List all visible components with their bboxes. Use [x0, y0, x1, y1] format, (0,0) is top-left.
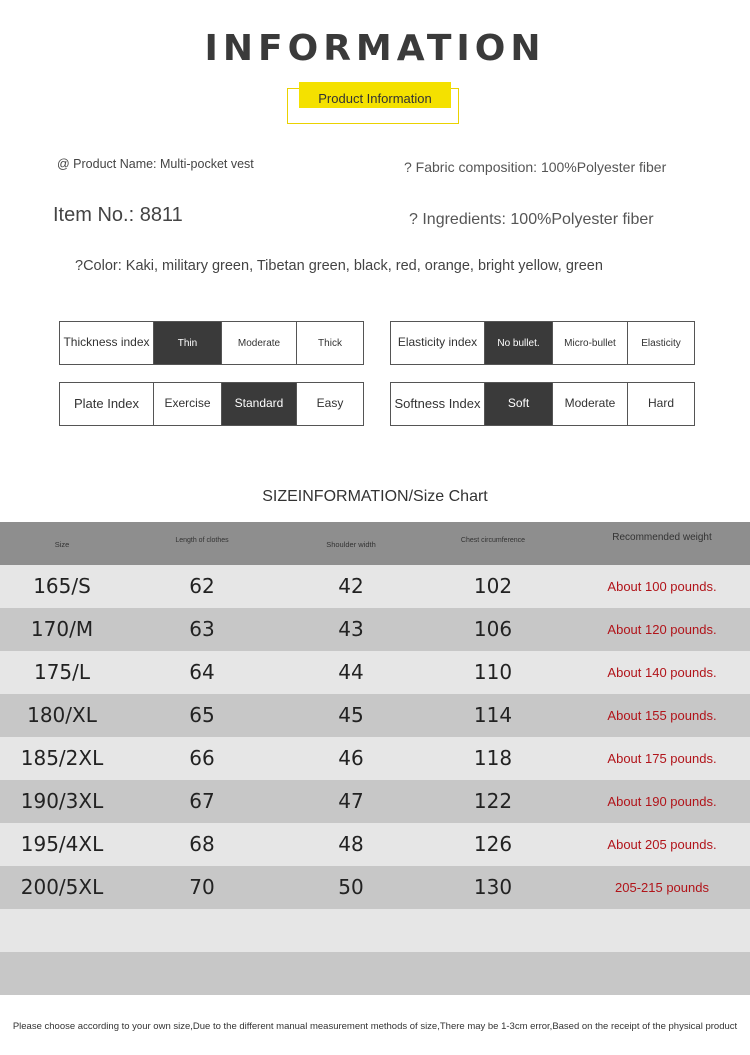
cell-weight: About 120 pounds.: [607, 622, 717, 637]
cell-chest: 106: [473, 617, 513, 641]
page-title: INFORMATION: [204, 28, 546, 69]
cell-chest: 102: [473, 574, 513, 598]
cell-length: 68: [189, 832, 215, 856]
cell-size: 200/5XL: [20, 875, 104, 899]
column-header-length: Length of clothes: [175, 537, 229, 544]
elasticity-option-micro-bullet: Micro-bullet: [553, 322, 628, 364]
cell-weight: About 155 pounds.: [607, 708, 717, 723]
table-row: [0, 608, 750, 651]
thickness-index: [59, 321, 364, 365]
thickness-index-label: Thickness index: [60, 322, 154, 364]
cell-shoulder: 44: [338, 660, 364, 684]
thickness-option-thin: Thin: [154, 322, 222, 364]
softness-option-soft: Soft: [485, 383, 553, 425]
softness-option-hard: Hard: [647, 396, 674, 411]
table-row: [0, 651, 750, 694]
cell-chest: 126: [473, 832, 513, 856]
cell-weight: About 175 pounds.: [607, 751, 717, 766]
cell-length: 70: [189, 875, 215, 899]
product-information-badge: Product Information: [299, 82, 451, 108]
plate-option-easy: Easy: [316, 396, 344, 411]
cell-weight: About 190 pounds.: [607, 794, 717, 809]
ingredients: ? Ingredients: 100%Polyester fiber: [409, 211, 654, 228]
table-row: [0, 737, 750, 780]
table-row: [0, 565, 750, 608]
fabric-composition: ? Fabric composition: 100%Polyester fiber: [404, 159, 667, 175]
thickness-option-moderate: Moderate: [222, 322, 297, 364]
cell-chest: 110: [473, 660, 513, 684]
cell-size: 185/2XL: [20, 746, 104, 770]
cell-chest: 130: [473, 875, 513, 899]
column-header-chest: Chest circumference: [460, 537, 526, 544]
footnote: Please choose according to your own size,Due to the different manual measurement methods of size,There may be 1-3cm error,Based on the receipt of the physical product: [12, 1021, 738, 1032]
cell-size: 175/L: [33, 660, 91, 684]
elasticity-option-no-bullet: No bullet.: [485, 322, 553, 364]
cell-size: 180/XL: [27, 703, 97, 727]
cell-weight: About 140 pounds.: [607, 665, 717, 680]
table-row: [0, 780, 750, 823]
cell-weight: About 205 pounds.: [607, 837, 717, 852]
cell-shoulder: 46: [338, 746, 364, 770]
elasticity-index-label: Elasticity index: [391, 322, 485, 364]
cell-size: 165/S: [33, 574, 91, 598]
cell-shoulder: 45: [338, 703, 364, 727]
column-header-weight: Recommended weight: [612, 532, 712, 543]
empty-row: [0, 909, 750, 952]
table-row: [0, 866, 750, 909]
softness-option-moderate: Moderate: [553, 383, 628, 425]
size-chart-heading: SIZEINFORMATION/Size Chart: [262, 488, 488, 505]
softness-index: [390, 382, 695, 426]
cell-shoulder: 48: [338, 832, 364, 856]
cell-length: 65: [189, 703, 215, 727]
elasticity-index: [390, 321, 695, 365]
plate-option-standard: Standard: [222, 383, 297, 425]
cell-chest: 114: [473, 703, 513, 727]
thickness-option-thick: Thick: [318, 337, 342, 349]
cell-length: 64: [189, 660, 215, 684]
elasticity-option-elasticity: Elasticity: [641, 337, 681, 349]
cell-size: 170/M: [30, 617, 94, 641]
cell-weight: About 100 pounds.: [607, 579, 717, 594]
softness-index-label: Softness Index: [391, 383, 485, 425]
table-row: [0, 694, 750, 737]
product-name: @ Product Name: Multi-pocket vest: [57, 157, 254, 171]
color-list: ?Color: Kaki, military green, Tibetan green, black, red, orange, bright yellow, green: [75, 258, 603, 274]
cell-chest: 122: [473, 789, 513, 813]
item-number: Item No.: 8811: [53, 204, 183, 226]
size-chart-table: [0, 522, 750, 995]
empty-row: [0, 952, 750, 995]
cell-shoulder: 43: [338, 617, 364, 641]
cell-size: 195/4XL: [20, 832, 104, 856]
plate-index-label: Plate Index: [60, 383, 154, 425]
cell-weight: 205-215 pounds: [615, 880, 709, 895]
size-chart-header: [0, 522, 750, 565]
cell-shoulder: 47: [338, 789, 364, 813]
cell-length: 62: [189, 574, 215, 598]
cell-length: 67: [189, 789, 215, 813]
cell-shoulder: 50: [338, 875, 364, 899]
cell-shoulder: 42: [338, 574, 364, 598]
cell-length: 66: [189, 746, 215, 770]
cell-length: 63: [189, 617, 215, 641]
plate-index: [59, 382, 364, 426]
column-header-shoulder: Shoulder width: [326, 540, 376, 549]
column-header-size: Size: [54, 540, 70, 549]
cell-chest: 118: [473, 746, 513, 770]
cell-size: 190/3XL: [20, 789, 104, 813]
plate-option-exercise: Exercise: [154, 383, 222, 425]
table-row: [0, 823, 750, 866]
